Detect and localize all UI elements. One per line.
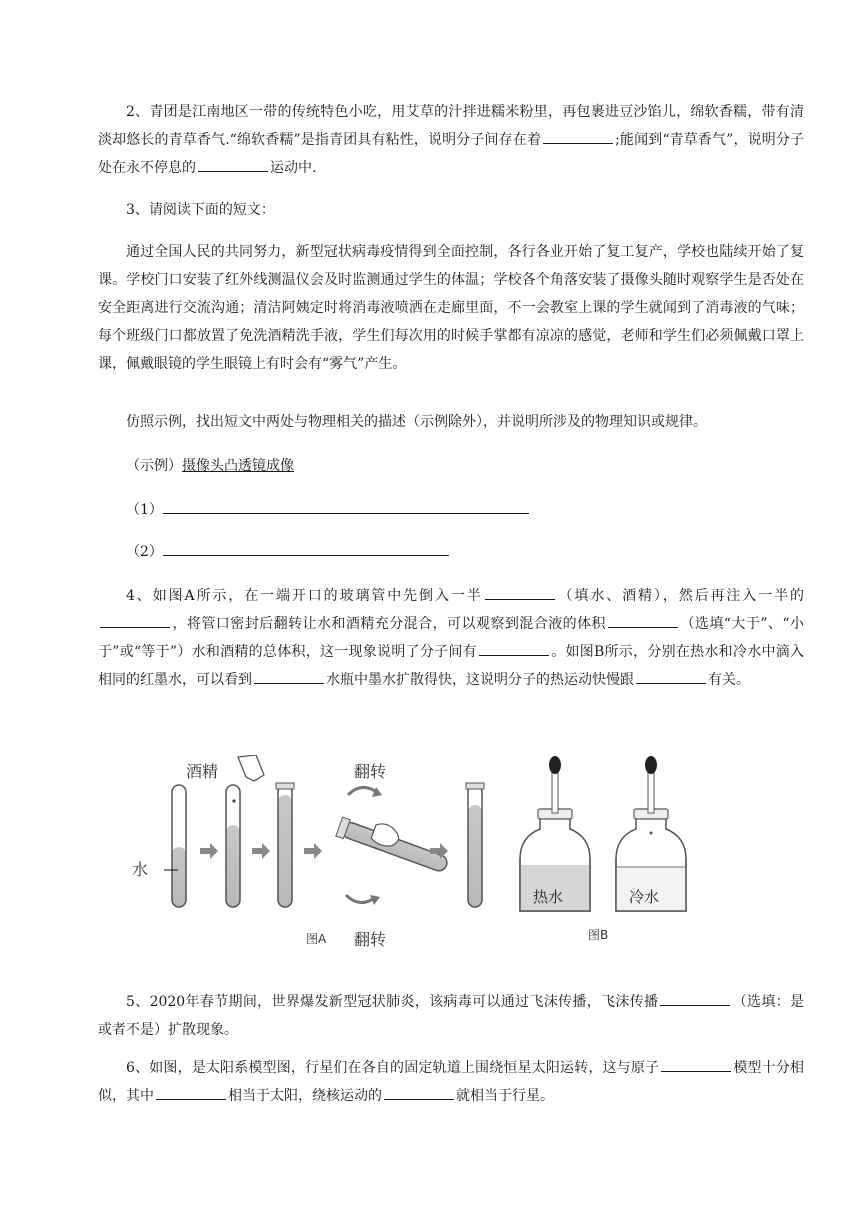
- question-3-example: （示例）摄像头凸透镜成像: [126, 458, 294, 474]
- arrow-right-icon: [200, 843, 218, 859]
- answer-blank[interactable]: [660, 989, 730, 1006]
- arrow-right-icon: [252, 843, 270, 859]
- tube-flipping-icon: [336, 810, 453, 875]
- answer-blank[interactable]: [384, 1083, 454, 1100]
- answer-blank[interactable]: [661, 1055, 731, 1072]
- arrow-right-icon: [304, 843, 322, 859]
- answer-blank[interactable]: [608, 611, 678, 628]
- water-label: 水: [132, 860, 149, 879]
- flip-top-label: 翻转: [354, 762, 387, 781]
- hot-water-label: 热水: [533, 888, 564, 906]
- answer-blank[interactable]: [485, 583, 555, 600]
- question-3-instruction: 仿照示例，找出短文中两处与物理相关的描述（示例除外），并说明所涉及的物理知识或规律。: [126, 414, 707, 430]
- answer-line[interactable]: [163, 497, 529, 514]
- caption-b: 图B: [588, 928, 609, 942]
- answer-blank[interactable]: [479, 639, 549, 656]
- question-3-passage: 通过全国人民的共同努力，新型冠状病毒疫情得到全面控制，各行各业开始了复工复产，学校也陆续开始了复课。学校门口安装了红外线测温仪会及时监测通过学生的体温；学校各个角落安装了摄像头随时观察学生是否处在安全距离进行交流沟通；清洁阿姨定时将消毒液喷洒在走廊里面，不一会教室上课的学生就闻到了消毒液的气味；每个班级门口都放置了免洗酒精洗手液，学生们每次用的时候手掌都有凉凉的感觉，老师和学生们必须佩戴口罩上课，佩戴眼镜的学生眼镜上有时会有“雾气”产生。: [98, 244, 804, 372]
- answer-line[interactable]: [163, 539, 449, 556]
- question-2: 2、青团是江南地区一带的传统特色小吃，用艾草的汁拌进糯米粉里，再包裹进豆沙馅儿，绵软香糯，带有清淡却悠长的青草香气.“绵软香糯”是指青团具有粘性，说明分子间存在着 ;能闻到“青草香气”，说明分子处在永不停息的 运动中.: [98, 104, 804, 176]
- bottle-icon: [238, 755, 264, 781]
- answer-blank[interactable]: [100, 611, 170, 628]
- question-5: 5、2020年春节期间，世界爆发新型冠状肺炎，该病毒可以通过飞沫传播，飞沫传播 （选填：是或者不是）扩散现象。: [98, 988, 804, 1044]
- answer-blank[interactable]: [198, 155, 268, 172]
- cold-water-label: 冷水: [629, 888, 660, 906]
- example-answer: 摄像头凸透镜成像: [182, 458, 294, 474]
- question-3-answer-1: （1）: [98, 496, 804, 524]
- flip-bottom-label: 翻转: [354, 930, 387, 949]
- diffusion-figure: [130, 755, 690, 955]
- answer-blank[interactable]: [636, 667, 706, 684]
- tube-water-icon: [164, 785, 186, 907]
- question-3-answer-2: （2）: [98, 538, 804, 566]
- answer-blank[interactable]: [254, 667, 324, 684]
- caption-a: 图A: [306, 932, 327, 946]
- question-6: 6、如图，是太阳系模型图，行星们在各自的固定轨道上围绕恒星太阳运转，这与原子 模型十分相似，其中 相当于太阳，绕核运动的 就相当于行星。: [98, 1054, 804, 1110]
- question-3-title: 3、请阅读下面的短文：: [126, 202, 275, 218]
- tube-full-icon: [276, 783, 294, 907]
- tube-pouring-icon: [226, 755, 264, 907]
- question-4: 4、如图A所示，在一端开口的玻璃管中先倒入一半 （填水、酒精），然后再注入一半的，将管口密封后翻转让水和酒精充分混合，可以观察到混合液的体积 （选填“大于”、“小于”或“等于”）水和酒精的总体积，这一现象说明了分子间有 。如图B所示，分别在热水和冷水中滴入相同的红墨水，可以看到 水瓶中墨水扩散得快，这说明分子的热运动快慢跟 有关。: [98, 582, 804, 694]
- answer-blank[interactable]: [543, 127, 613, 144]
- alcohol-label: 酒精: [186, 762, 219, 781]
- tube-mixed-icon: [466, 783, 484, 907]
- answer-blank[interactable]: [156, 1083, 226, 1100]
